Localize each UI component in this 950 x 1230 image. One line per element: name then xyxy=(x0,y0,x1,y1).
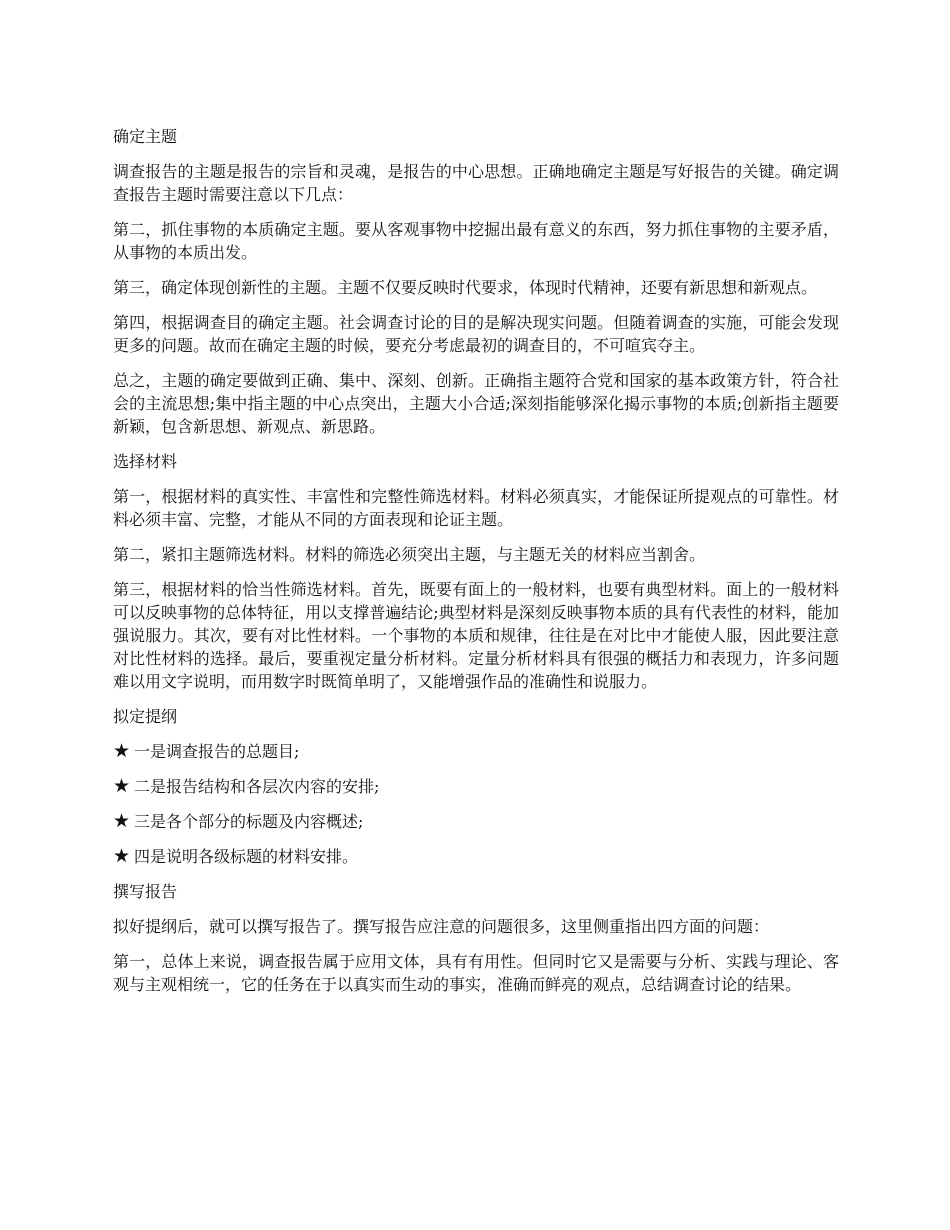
list-item xyxy=(113,845,839,868)
star-icon: ★ xyxy=(113,845,131,867)
paragraph: 第四，根据调查目的确定主题。社会调查讨论的目的是解决现实问题。但随着调查的实施，可能会发现更多的问题。故而在确定主题的时候，要充分考虑最初的调查目的，不可喧宾夺主。 xyxy=(113,313,839,355)
section-heading: 选择材料 xyxy=(113,452,178,471)
section-select-materials xyxy=(113,450,839,693)
section-write-report xyxy=(113,880,839,996)
paragraph: 拟好提纲后，就可以撰写报告了。撰写报告应注意的问题很多，这里侧重指出四方面的问题： xyxy=(113,917,770,936)
document-body xyxy=(113,125,839,1008)
list-item-text: 三是各个部分的标题及内容概述; xyxy=(134,812,364,831)
list-item-text: 一是调查报告的总题目; xyxy=(134,742,300,761)
paragraph: 总之，主题的确定要做到正确、集中、深刻、创新。正确指主题符合党和国家的基本政策方针，符合社会的主流思想;集中指主题的中心点突出，主题大小合适;深刻指能够深化揭示事物的本质;创新指主题要新颖，包含新思想、新观点、新思路。 xyxy=(113,371,839,436)
list-item xyxy=(113,740,839,763)
paragraph: 第二，紧扣主题筛选材料。材料的筛选必须突出主题，与主题无关的材料应当割舍。 xyxy=(113,545,706,564)
paragraph: 第三，根据材料的恰当性筛选材料。首先，既要有面上的一般材料，也要有典型材料。面上的一般材料可以反映事物的总体特征，用以支撑普遍结论;典型材料是深刻反映事物本质的具有代表性的材料，能加强说服力。其次，要有对比性材料。一个事物的本质和规律，往往是在对比中才能使人服，因此要注意对比性材料的选择。最后，要重视定量分析材料。定量分析材料具有很强的概括力和表现力，许多问题难以用文字说明，而用数字时既简单明了，又能增强作品的准确性和说服力。 xyxy=(113,580,839,691)
section-heading: 拟定提纲 xyxy=(113,707,178,726)
list-item-text: 二是报告结构和各层次内容的安排; xyxy=(134,777,380,796)
paragraph: 第一，总体上来说，调查报告属于应用文体，具有有用性。但同时它又是需要与分析、实践与理论、客观与主观相统一，它的任务在于以真实而生动的事实，准确而鲜亮的观点，总结调查讨论的结果。 xyxy=(113,952,839,994)
paragraph: 第三，确定体现创新性的主题。主题不仅要反映时代要求，体现时代精神，还要有新思想和新观点。 xyxy=(113,278,818,297)
star-icon: ★ xyxy=(113,740,131,762)
list-item xyxy=(113,775,839,798)
paragraph: 第二，抓住事物的本质确定主题。要从客观事物中挖掘出最有意义的东西，努力抓住事物的主要矛盾，从事物的本质出发。 xyxy=(113,220,839,262)
section-heading: 撰写报告 xyxy=(113,882,178,901)
section-outline xyxy=(113,705,839,868)
list-item-text: 四是说明各级标题的材料安排。 xyxy=(134,847,359,866)
paragraph: 调查报告的主题是报告的宗旨和灵魂，是报告的中心思想。正确地确定主题是写好报告的关键。确定调查报告主题时需要注意以下几点： xyxy=(113,162,839,204)
list-item xyxy=(113,810,839,833)
star-icon: ★ xyxy=(113,775,131,797)
paragraph: 第一，根据材料的真实性、丰富性和完整性筛选材料。材料必须真实，才能保证所提观点的可靠性。材料必须丰富、完整，才能从不同的方面表现和论证主题。 xyxy=(113,487,839,529)
section-determine-theme xyxy=(113,125,839,438)
star-icon: ★ xyxy=(113,810,131,832)
section-heading: 确定主题 xyxy=(113,127,178,146)
